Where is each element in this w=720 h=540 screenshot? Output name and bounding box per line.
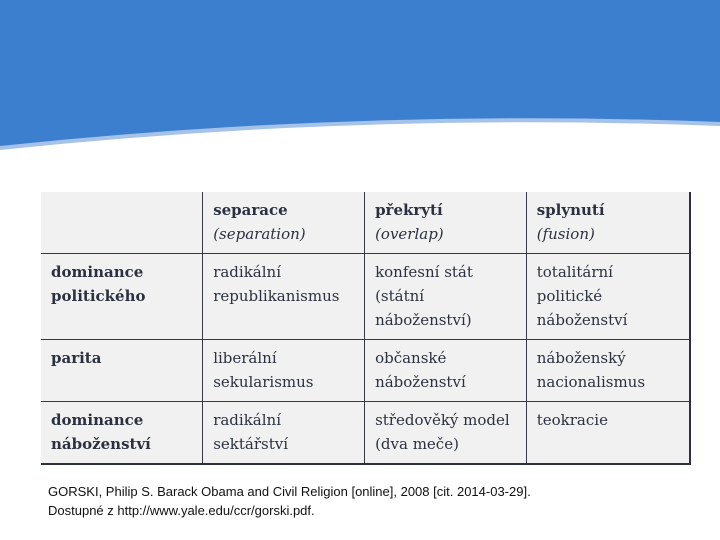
column-header-fusion — [526, 192, 690, 254]
column-header-separation — [203, 192, 365, 254]
table-cell — [203, 254, 365, 340]
cell-line: konfesní stát — [375, 263, 473, 281]
cell-line: sekularismus — [213, 373, 314, 391]
cell-line: politické — [536, 287, 603, 305]
row-label-line: dominance — [51, 411, 144, 429]
row-label-parity — [41, 340, 203, 402]
cell-line: teokracie — [536, 411, 608, 429]
cell-line: radikální — [213, 263, 281, 281]
cell-line: republikanismus — [213, 287, 340, 305]
cell-line: náboženství) — [375, 311, 472, 329]
row-label-line: dominance — [51, 263, 144, 281]
cell-line: náboženství — [375, 373, 466, 391]
cell-line: liberální — [213, 349, 277, 367]
cell-line: náboženství — [536, 311, 628, 329]
row-label-line: náboženství — [51, 435, 151, 453]
citation-line: GORSKI, Philip S. Barack Obama and Civil Religion [online], 2008 [cit. 2014-03-29]. — [48, 484, 531, 499]
table-cell — [365, 402, 527, 465]
table-cell — [365, 254, 527, 340]
row-label-religious-dominance — [41, 402, 203, 465]
row-label-political-dominance — [41, 254, 203, 340]
cell-line: nacionalismus — [536, 373, 646, 391]
cell-line: (dva meče) — [375, 435, 459, 453]
source-citation — [48, 482, 531, 520]
table-corner-cell — [41, 192, 203, 254]
table-cell — [526, 254, 690, 340]
header-banner — [0, 0, 720, 160]
cell-line: náboženský — [536, 349, 626, 367]
table-cell — [203, 340, 365, 402]
cell-line: radikální — [213, 411, 281, 429]
row-label-line: parita — [51, 349, 102, 367]
banner-shape — [0, 0, 720, 160]
table-row — [41, 340, 690, 402]
cell-line: občanské — [375, 349, 447, 367]
table-row — [41, 254, 690, 340]
cell-line: (státní — [375, 287, 425, 305]
column-header-subtitle: (separation) — [213, 225, 306, 243]
column-header-title: překrytí — [375, 201, 443, 219]
cell-line: středověký model — [375, 411, 510, 429]
table-cell — [203, 402, 365, 465]
cell-line: sektářství — [213, 435, 288, 453]
table-cell — [526, 340, 690, 402]
citation-line: Dostupné z http://www.yale.edu/ccr/gorski.pdf. — [48, 503, 315, 518]
column-header-subtitle: (overlap) — [375, 225, 444, 243]
table-header-row — [41, 192, 690, 254]
table-row — [41, 402, 690, 465]
row-label-line: politického — [51, 287, 146, 305]
table-cell — [365, 340, 527, 402]
cell-line: totalitární — [536, 263, 613, 281]
column-header-title: splynutí — [536, 201, 605, 219]
column-header-subtitle: (fusion) — [536, 225, 595, 243]
church-state-matrix-table — [41, 192, 691, 465]
column-header-overlap — [365, 192, 527, 254]
table-cell — [526, 402, 690, 465]
column-header-title: separace — [213, 201, 288, 219]
